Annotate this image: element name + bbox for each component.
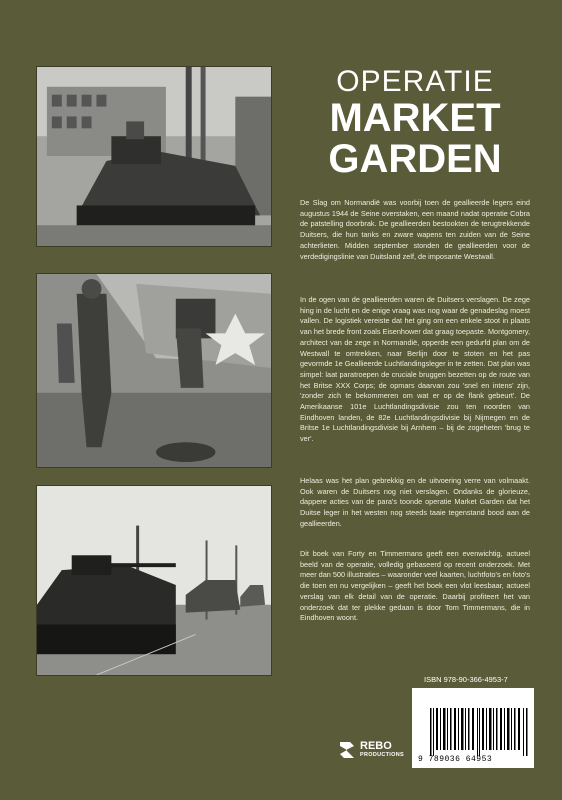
title-line-3: GARDEN bbox=[328, 137, 502, 181]
book-title bbox=[300, 66, 530, 180]
barcode-bars bbox=[430, 708, 530, 756]
publisher-name: REBO bbox=[360, 740, 392, 752]
photo-destroyed-tank bbox=[36, 66, 272, 247]
title-line-2: MARKET bbox=[329, 96, 501, 140]
blurb-paragraph-2: In de ogen van de geallieerden waren de Duitsers verslagen. De zege hing in de lucht en de enige vraag was nog waar de genadeslag moest vallen. De logistiek vereiste dat het ging om een enkele stoot in plaats van het brede front zoals Eisenhower dat graag toepaste. Montgomery, architect van de zege in Normandië, opperde een gedurfd plan om de Westwall te omtrekken, naar Berlijn door te stoten en het pas gevormde 1e Geallieerde Luchtlandingsleger in te zetten. Dat plan was simpel: laat paratroepen de cruciale bruggen bezetten op de route van het Britse XXX Corps; de opmars daarvan zou 'snel en intens' zijn, 'zonder zich te bekommeren om wat er op de flank gebeurt'. De Amerikaanse 101e Luchtlandingsdivisie zou ten noorden van Eindhoven landen, de 82e Luchtlandingsdivisie bij Nijmegen en de Britse 1e Luchtlandingsdivisie bij Arnhem – bij de zogeheten 'brug te ver'. bbox=[300, 295, 530, 444]
blurb-paragraph-3: Helaas was het plan gebrekkig en de uitvoering verre van volmaakt. Ook waren de Duitsers nog niet verslagen. Ondanks de glorieuze, dappere acties van de para's toonde operatie Market Garden dat het Duitse leger in het westen nog steeds taaie tegenstand bood aan de geallieerden. bbox=[300, 476, 530, 528]
barcode bbox=[430, 708, 530, 756]
publisher-logo bbox=[338, 738, 414, 764]
publisher-sub: PRODUCTIONS bbox=[360, 752, 404, 758]
photo-paratroopers-aircraft bbox=[36, 273, 272, 468]
barcode-number: 9 789036 64953 bbox=[418, 755, 493, 764]
isbn-label: ISBN 978-90-366-4953-7 bbox=[424, 675, 508, 684]
photo-sherman-tanks bbox=[36, 485, 272, 676]
rebo-icon bbox=[338, 740, 356, 760]
title-line-1: OPERATIE bbox=[336, 65, 494, 98]
blurb-paragraph-1: De Slag om Normandië was voorbij toen de geallieerde legers eind augustus 1944 de Seine overstaken, een maand nadat operatie Cobra de patstelling doorbrak. De geallieerden bestookten de terugtrekkende Duitsers, die hun tanks en zware wapens ten zuiden van de Seine achterlieten. Midden september stonden de geallieerden voor de verdedigingslinie van Duitsland zelf, de imposante Westwall. bbox=[300, 198, 530, 261]
blurb-paragraph-4: Dit boek van Forty en Timmermans geeft een evenwichtig, actueel beeld van de operatie, volledig gebaseerd op recent onderzoek. Met meer dan 500 illustraties – waaronder veel kaarten, luchtfoto's en foto's die toen en nu vergelijken – geeft het boek een vlot leesbaar, actueel verslag van elk detail van de operatie. Daarbij profiteert het van onderzoek dat ter plekke gedaan is door Tom Timmermans, die in Eindhoven woont. bbox=[300, 549, 530, 623]
